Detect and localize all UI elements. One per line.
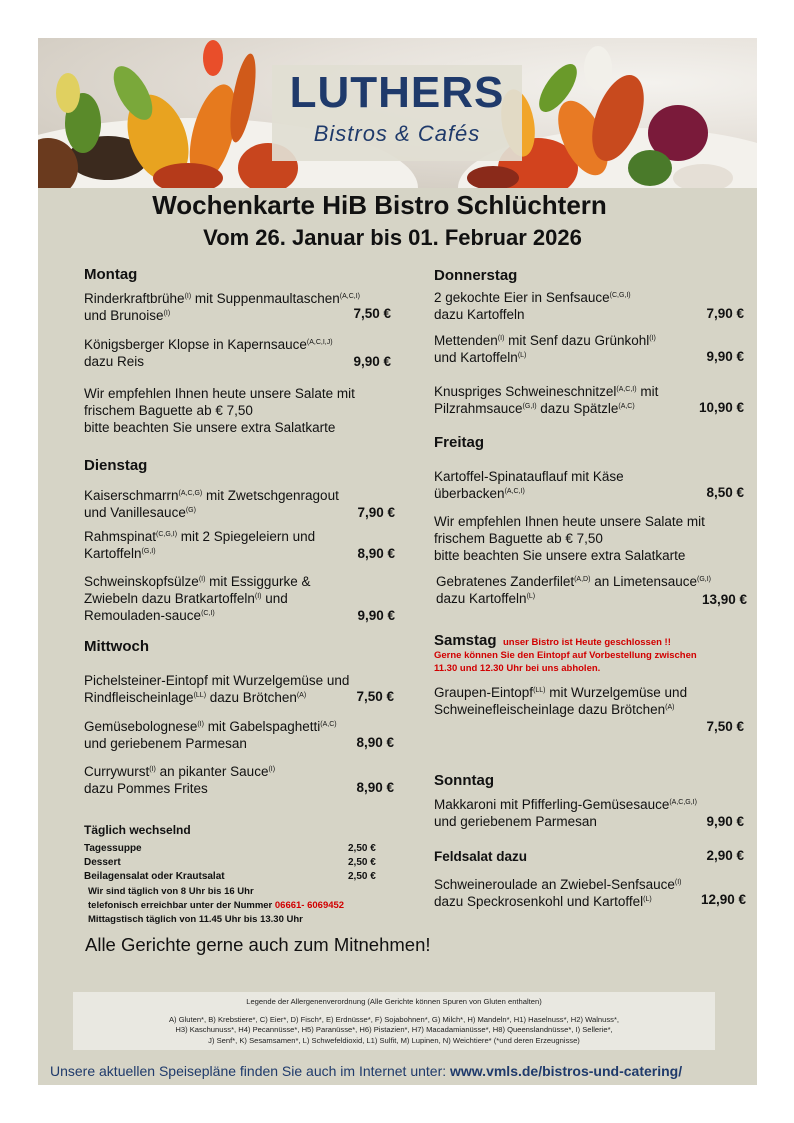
- luthers-logo: [272, 65, 522, 161]
- dish-text: mit: [636, 384, 659, 399]
- dish-text: dazu Kartoffeln: [434, 307, 525, 322]
- dish-text: mit 2 Spiegeleiern und: [177, 529, 316, 544]
- website-link[interactable]: www.vmls.de/bistros-und-catering/: [450, 1063, 683, 1079]
- allergen-code: (I): [674, 879, 682, 886]
- allergen-code: (A,C,I,J): [306, 339, 333, 346]
- price: 7,90 €: [706, 306, 744, 321]
- allergen-code: (L): [643, 896, 652, 903]
- price: 7,50 €: [706, 719, 744, 734]
- footer-text: Unsere aktuellen Speisepläne finden Sie auch im Internet unter:: [50, 1063, 451, 1079]
- dish-text: mit Suppenmaultaschen: [191, 291, 340, 306]
- daily-row-price: 2,50 €: [348, 857, 376, 868]
- dish-text: mit Wurzelgemüse und: [545, 685, 688, 700]
- allergen-code: (I): [268, 766, 276, 773]
- dish-text: und geriebenem Parmesan: [84, 736, 247, 751]
- allergen-code: (I): [163, 310, 171, 317]
- dish-text: mit Zwetschgenragout: [202, 488, 339, 503]
- price: 7,90 €: [357, 505, 395, 520]
- dish-name: Currywurst: [84, 764, 150, 779]
- price: 2,90 €: [706, 848, 744, 863]
- price: 8,90 €: [357, 546, 395, 561]
- menu-item-text: [434, 876, 682, 910]
- daily-row-price: 2,50 €: [348, 843, 376, 854]
- takeaway-note: Alle Gerichte gerne auch zum Mitnehmen!: [85, 934, 431, 955]
- price: 12,90 €: [700, 892, 746, 907]
- allergen-code: (I): [184, 293, 192, 300]
- price: 13,90 €: [701, 592, 747, 607]
- dish-name: überbacken: [434, 486, 505, 501]
- allergen-code: (A,C,G,I): [669, 799, 697, 806]
- daily-row-label: Tagessuppe: [84, 843, 142, 854]
- menu-item-text: [84, 718, 337, 752]
- dish-text: mit Essiggurke &: [205, 574, 311, 589]
- price: 8,50 €: [706, 485, 744, 500]
- dish-text: dazu Spätzle: [536, 401, 619, 416]
- allergen-code: (I): [198, 576, 206, 583]
- menu-item-text: [84, 528, 315, 562]
- dish-text: an pikanter Sauce: [155, 764, 269, 779]
- recommendation-line: Wir empfehlen Ihnen heute unsere Salate mit: [434, 514, 705, 529]
- salad-recommendation: [434, 513, 705, 564]
- legend-line: H3) Kaschunuss*, H4) Pecannüsse*, H5) Paranüsse*, H6) Pistazien*, H7) Macadamianüsse*, H8) Queenslandnüsse*, I) Sellerie*,: [175, 1025, 613, 1034]
- menu-item-text: [84, 672, 349, 706]
- allergen-code: (LL): [193, 692, 207, 699]
- dish-text: Zwiebeln dazu Bratkartoffeln: [84, 591, 255, 606]
- dish-name: Rindfleischeinlage: [84, 690, 194, 705]
- dish-text: Kartoffel-Spinatauflauf mit Käse: [434, 469, 624, 484]
- dish-text: mit Gabelspaghetti: [203, 719, 321, 734]
- salad-recommendation: [84, 385, 355, 436]
- dish-text: dazu Reis: [84, 354, 145, 369]
- pickup-notice: 11.30 und 12.30 Uhr bei uns abholen.: [434, 663, 601, 674]
- day-heading-freitag: Freitag: [434, 434, 485, 451]
- phone-label: telefonisch erreichbar unter der Nummer: [88, 900, 275, 911]
- dish-name: Knuspriges Schweineschnitzel: [434, 384, 617, 399]
- dish-text: Pichelsteiner-Eintopf mit Wurzelgemüse und: [84, 673, 350, 688]
- dish-name: Makkaroni mit Pfifferling-Gemüsesauce: [434, 797, 670, 812]
- price: 9,90 €: [706, 814, 744, 829]
- brand-subtitle: Bistros & Cafés: [313, 121, 481, 146]
- daily-row-price: 2,50 €: [348, 871, 376, 882]
- allergen-code: (G,I): [697, 576, 712, 583]
- day-heading-donnerstag: Donnerstag: [434, 267, 518, 284]
- menu-item-text: [434, 289, 631, 323]
- allergen-code: (I): [197, 721, 204, 728]
- brand-name: LUTHERS: [289, 68, 505, 117]
- dish-text: dazu Brötchen: [206, 690, 297, 705]
- page-title: Wochenkarte HiB Bistro Schlüchtern: [152, 190, 607, 220]
- allergen-code: (A,D): [574, 576, 591, 583]
- food-banner-image: [38, 38, 757, 188]
- opening-hours: Wir sind täglich von 8 Uhr bis 16 Uhr: [88, 886, 254, 897]
- day-heading-sonntag: Sonntag: [434, 772, 494, 789]
- allergen-code: (A,C): [320, 721, 337, 728]
- menu-item-text: [434, 684, 687, 718]
- allergen-code: (A,C,I): [616, 386, 637, 393]
- allergen-code: (A,C,G): [178, 490, 203, 497]
- allergen-legend: [73, 992, 715, 1050]
- dish-name: Graupen-Eintopf: [434, 685, 534, 700]
- dish-text: dazu Speckrosenkohl und Kartoffel: [434, 894, 644, 909]
- recommendation-line: bitte beachten Sie unsere extra Salatkarte: [434, 548, 686, 563]
- day-heading-montag: Montag: [84, 266, 138, 283]
- allergen-code: (L): [517, 352, 527, 359]
- recommendation-line: bitte beachten Sie unsere extra Salatkarte: [84, 420, 336, 435]
- allergen-code: (G): [185, 507, 196, 514]
- allergen-code: (I): [649, 335, 656, 342]
- dish-text: und Vanillesauce: [84, 505, 186, 520]
- allergen-code: (C,G,I): [609, 292, 631, 299]
- day-heading-samstag: Samstag: [434, 632, 497, 649]
- daily-heading: Täglich wechselnd: [84, 823, 191, 837]
- recommendation-line: frischem Baguette ab € 7,50: [434, 531, 603, 546]
- dish-text: Remouladen-sauce: [84, 608, 202, 623]
- price: 9,90 €: [357, 608, 395, 623]
- footer: [50, 1063, 682, 1079]
- menu-item-text: [434, 796, 697, 830]
- phone-line: [88, 899, 344, 912]
- allergen-code: (I): [497, 335, 505, 342]
- menu-item-text: [84, 487, 339, 521]
- dish-text: an Limetensauce: [590, 574, 698, 589]
- allergen-code: (A,C,I): [339, 293, 360, 300]
- allergen-code: (I): [254, 593, 262, 600]
- menu-item-text: [84, 336, 333, 370]
- day-heading-mittwoch: Mittwoch: [84, 638, 149, 655]
- dish-name: Gemüsebolognese: [84, 719, 198, 734]
- dish-text: dazu Kartoffeln: [436, 591, 527, 606]
- legend-heading: Legende der Allergenenverordnung (Alle Gerichte können Spuren von Gluten enthalten): [246, 997, 542, 1006]
- dish-text: mit Senf dazu Grünkohl: [504, 333, 650, 348]
- dish-text: Schweinefleischeinlage dazu Brötchen: [434, 702, 666, 717]
- allergen-code: (C,I): [201, 610, 215, 617]
- recommendation-line: Wir empfehlen Ihnen heute unsere Salate mit: [84, 386, 355, 401]
- dish-name: Rahmspinat: [84, 529, 157, 544]
- allergen-code: (L): [526, 593, 536, 600]
- daily-row-label: Beilagensalat oder Krautsalat: [84, 871, 225, 882]
- closed-notice: unser Bistro ist Heute geschlossen !!: [503, 637, 671, 648]
- dish-name: Rinderkraftbrühe: [84, 291, 185, 306]
- dish-name: Kaiserschmarrn: [84, 488, 179, 503]
- dish-name: 2 gekochte Eier in Senfsauce: [434, 290, 610, 305]
- allergen-code: (A): [296, 692, 307, 699]
- dish-text: Kartoffeln: [84, 546, 142, 561]
- dish-name: Feldsalat dazu: [434, 849, 528, 864]
- allergen-code: (G,I): [522, 403, 537, 410]
- price: 7,50 €: [356, 689, 394, 704]
- menu-item-text: [434, 383, 658, 417]
- allergen-code: (I): [149, 766, 156, 773]
- price: 9,90 €: [706, 349, 744, 364]
- price: 9,90 €: [353, 354, 391, 369]
- dish-name: Mettenden: [434, 333, 498, 348]
- lunch-hours: Mittagstisch täglich von 11.45 Uhr bis 13.30 Uhr: [88, 914, 303, 925]
- phone-number[interactable]: 06661- 6069452: [274, 900, 345, 911]
- day-heading-dienstag: Dienstag: [84, 457, 148, 474]
- price: 8,90 €: [356, 780, 394, 795]
- preorder-notice: Gerne können Sie den Eintopf auf Vorbestellung zwischen: [434, 650, 697, 661]
- dish-name: Schweineroulade an Zwiebel-Senfsauce: [434, 877, 675, 892]
- allergen-code: (A,C,I): [504, 488, 525, 495]
- price: 8,90 €: [356, 735, 394, 750]
- menu-item-text: [434, 332, 656, 366]
- menu-page: [38, 38, 757, 1085]
- menu-item-text: [84, 290, 360, 324]
- allergen-code: (LL): [533, 687, 546, 694]
- allergen-code: (G,I): [141, 548, 156, 555]
- dish-text: und: [261, 591, 288, 606]
- dish-text: und geriebenem Parmesan: [434, 814, 597, 829]
- dish-text: Pilzrahmsauce: [434, 401, 523, 416]
- legend-line: A) Gluten*, B) Krebstiere*, C) Eier*, D) Fisch*, E) Erdnüsse*, F) Sojabohnen*, G) Milch*, H) Mandeln*, H1) Haselnuss*, H2) Walnuss*,: [168, 1014, 620, 1024]
- dish-name: Schweinskopfsülze: [84, 574, 199, 589]
- allergen-code: (A,C): [618, 403, 635, 410]
- legend-line: J) Senf*, K) Sesamsamen*, L) Schwefeldioxid, L1) Sulfit, M) Lupinen, N) Weichtiere* (*und deren Erzeugnisse): [208, 1035, 580, 1045]
- allergen-code: (C,G,I): [156, 531, 178, 538]
- menu-item-text: [84, 763, 275, 797]
- date-range: Vom 26. Januar bis 01. Februar 2026: [203, 225, 582, 250]
- recommendation-line: frischem Baguette ab € 7,50: [84, 403, 253, 418]
- dish-name: Königsberger Klopse in Kapernsauce: [84, 337, 307, 352]
- dish-text: dazu Pommes Frites: [84, 781, 208, 796]
- menu-item-text: [436, 573, 711, 607]
- daily-row-label: Dessert: [84, 857, 121, 868]
- allergen-code: (A): [665, 704, 675, 711]
- dish-name: Gebratenes Zanderfilet: [436, 574, 575, 589]
- price: 10,90 €: [698, 400, 744, 415]
- dish-text: und Kartoffeln: [434, 350, 518, 365]
- dish-text: und Brunoise: [84, 308, 164, 323]
- price: 7,50 €: [353, 306, 391, 321]
- menu-item-text: [84, 573, 310, 624]
- menu-item-text: [434, 468, 624, 502]
